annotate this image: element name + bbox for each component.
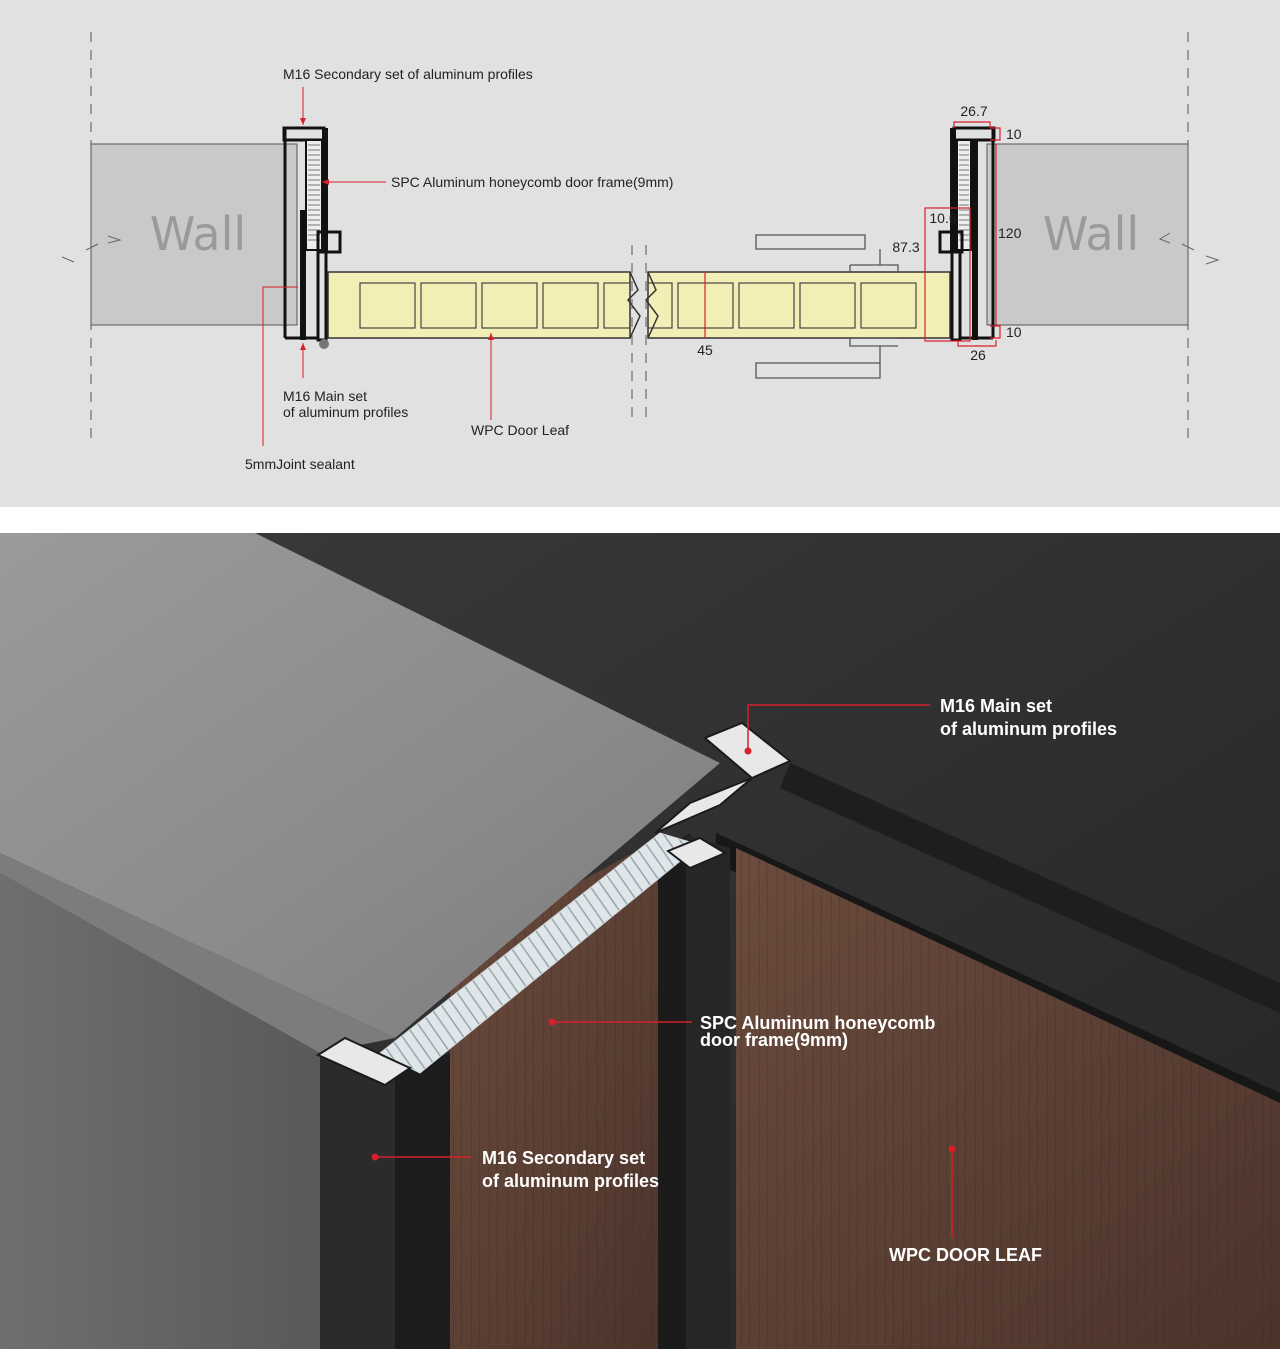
label-honeycomb-frame: SPC Aluminum honeycomb door frame(9mm) — [391, 174, 674, 190]
dim-26: 26 — [970, 347, 986, 363]
dim-10-6: 10.6 — [929, 210, 957, 226]
label-main-profiles-2: of aluminum profiles — [283, 404, 409, 420]
render-illustration — [0, 533, 1280, 1349]
profile-post-1 — [658, 833, 690, 1349]
secondary-profile-post — [318, 1058, 395, 1349]
dim-10-bottom: 10 — [1006, 324, 1022, 340]
dim-45: 45 — [697, 342, 713, 358]
sealant-bead — [319, 339, 329, 349]
door-leaf-section — [328, 272, 950, 338]
render-label-honeycomb-2: door frame(9mm) — [700, 1030, 849, 1050]
wall-left-label: Wall — [149, 207, 247, 261]
section-drawing-panel — [0, 0, 1280, 507]
render-label-main-1: M16 Main set — [940, 696, 1053, 716]
secondary-profile-side — [395, 1053, 450, 1349]
render-panel — [0, 533, 1280, 1349]
dim-120: 120 — [998, 225, 1022, 241]
render-label-main-2: of aluminum profiles — [940, 719, 1118, 739]
section-drawing — [0, 0, 1280, 507]
wall-right-label: Wall — [1042, 207, 1140, 261]
render-label-secondary-2: of aluminum profiles — [482, 1171, 660, 1191]
label-main-profiles-1: M16 Main set — [283, 388, 368, 404]
render-label-secondary-1: M16 Secondary set — [482, 1148, 646, 1168]
render-label-honeycomb-1: SPC Aluminum honeycomb — [700, 1013, 936, 1033]
label-secondary-profiles: M16 Secondary set of aluminum profiles — [283, 66, 533, 82]
label-door-leaf: WPC Door Leaf — [471, 422, 570, 438]
dim-87-3: 87.3 — [892, 239, 920, 255]
dim-26-7: 26.7 — [960, 103, 988, 119]
label-joint-sealant: 5mmJoint sealant — [245, 456, 355, 472]
dim-10-top: 10 — [1006, 126, 1022, 142]
profile-post-2 — [686, 835, 730, 1349]
render-label-door-leaf: WPC DOOR LEAF — [889, 1245, 1042, 1265]
